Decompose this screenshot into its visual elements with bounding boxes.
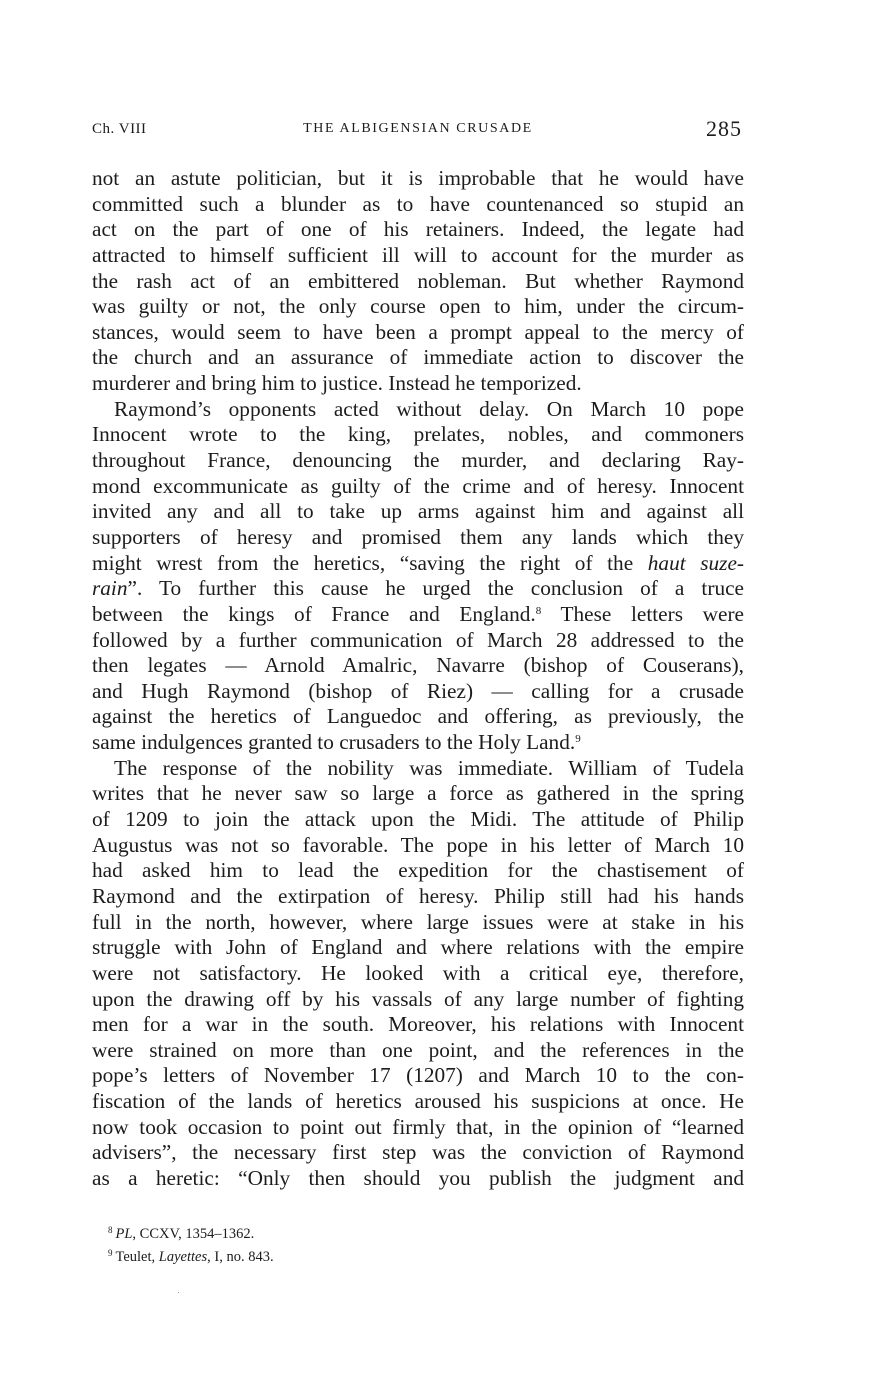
text-line: were strained on more than one point, and the references in the [92, 1037, 744, 1062]
text-line: stances, would seem to have been a prompt appeal to the mercy of [92, 319, 744, 344]
text-line: full in the north, however, where large issues were at stake in his [92, 909, 744, 934]
text-line: writes that he never saw so large a force as gathered in the spring [92, 781, 744, 806]
footnote-text: PL, CCXV, 1354–1362. [115, 1226, 255, 1242]
text-line: Raymond’s opponents acted without delay. On March 10 pope [114, 396, 744, 421]
text-line: were not satisfactory. He looked with a critical eye, therefore, [92, 960, 744, 985]
text-line: fiscation of the lands of heretics aroused his suspicions at once. He [92, 1089, 744, 1114]
text-line: Augustus was not so favorable. The pope in his letter of March 10 [92, 832, 744, 857]
footnote [108, 1221, 744, 1244]
running-head [92, 118, 744, 144]
footnotes [108, 1221, 744, 1267]
body-text [92, 166, 744, 1192]
text-line: murderer and bring him to justice. Instead he temporized. [92, 371, 582, 396]
chapter-label: Ch. VIII [92, 121, 147, 137]
text-line: then legates — Arnold Amalric, Navarre (bishop of Couserans), [92, 653, 744, 678]
footnote-text: Teulet, Layettes, I, no. 843. [115, 1249, 274, 1265]
text-line: pope’s letters of November 17 (1207) and March 10 to the con- [92, 1063, 744, 1088]
text-line: men for a war in the south. Moreover, his relations with Innocent [92, 1012, 744, 1037]
text-line: mond excommunicate as guilty of the crime and of heresy. Innocent [92, 473, 744, 498]
text-line: against the heretics of Languedoc and offering, as previously, the [92, 704, 744, 729]
text-line: supporters of heresy and promised them any lands which they [92, 524, 744, 549]
text-line: the church and an assurance of immediate action to discover the [92, 345, 744, 370]
text-line: Raymond and the extirpation of heresy. Philip still had his hands [92, 883, 744, 908]
text-line: attracted to himself sufficient ill will to account for the murder as [92, 242, 744, 267]
paper-speck [178, 1292, 179, 1293]
text-line: throughout France, denouncing the murder, and declaring Ray- [92, 448, 744, 473]
page-number: 285 [706, 116, 742, 141]
text-line: between the kings of France and England.$^8$ These letters were [92, 601, 745, 626]
text-line: upon the drawing off by his vassals of any large number of fighting [92, 986, 744, 1011]
text-line: followed by a further communication of March 28 addressed to the [92, 627, 744, 652]
text-line: was guilty or not, the only course open to him, under the circum- [92, 294, 744, 319]
running-title: THE ALBIGENSIAN CRUSADE [303, 121, 533, 136]
text-line: same indulgences granted to crusaders to the Holy Land.$^9$ [92, 730, 581, 755]
text-line: invited any and all to take up arms against him and against all [92, 499, 744, 524]
text-line: had asked him to lead the expedition for the chastisement of [92, 858, 744, 883]
text-line: of 1209 to join the attack upon the Midi. The attitude of Philip [92, 807, 744, 832]
text-line: and Hugh Raymond (bishop of Riez) — calling for a crusade [92, 678, 744, 703]
text-line: Innocent wrote to the king, prelates, nobles, and commoners [92, 422, 744, 447]
text-line: The response of the nobility was immediate. William of Tudela [114, 755, 744, 780]
text-line: struggle with John of England and where relations with the empire [92, 935, 744, 960]
text-line: advisers”, the necessary first step was the conviction of Raymond [92, 1140, 744, 1165]
footnote-mark: 9 [108, 1248, 113, 1258]
footnote-mark: 8 [108, 1225, 113, 1235]
text-line: not an astute politician, but it is improbable that he would have [92, 166, 744, 190]
text-line: might wrest from the heretics, “saving the right of the haut suze- [92, 550, 744, 575]
text-line: as a heretic: “Only then should you publish the judgment and [92, 1165, 744, 1190]
text-line: rain”. To further this cause he urged the conclusion of a truce [92, 576, 744, 601]
footnote [108, 1244, 744, 1267]
text-line: now took occasion to point out firmly that, in the opinion of “learned [92, 1114, 744, 1139]
text-line: act on the part of one of his retainers. Indeed, the legate had [92, 217, 744, 242]
text-line: the rash act of an embittered nobleman. But whether Raymond [92, 268, 744, 293]
text-line: committed such a blunder as to have countenanced so stupid an [92, 191, 744, 216]
